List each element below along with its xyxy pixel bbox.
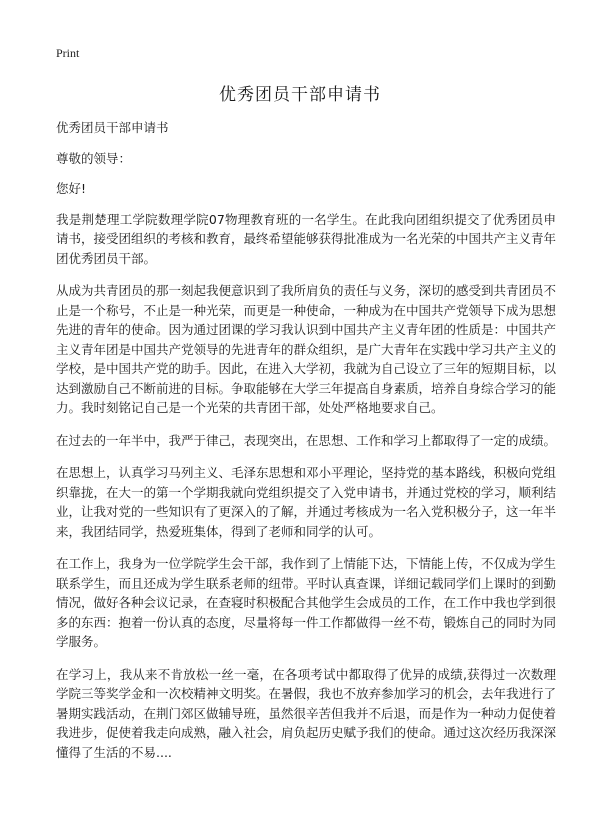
paragraph-introduction: 我是荆楚理工学院数理学院07物理教育班的一名学生。在此我向团组织提交了优秀团员申请书，接受团组织的考核和教育，最终希望能够获得批准成为一名光荣的中国共产主义青年团优秀团员干部。 [56, 211, 557, 266]
document-subtitle: 优秀团员干部申请书 [56, 120, 169, 135]
document-title: 优秀团员干部申请书 [219, 85, 381, 105]
paragraph-thought: 在思想上，认真学习马列主义、毛泽东思想和邓小平理论，坚持党的基本路线，积极向党组织靠拢，在大一的第一个学期我就向党组织提交了入党申请书，并通过党校的学习，顺利结业，让我对党的一些知识有了更深入的了解，并通过考核成为一名入党积极分子，这一年半来，我团结同学，热爱班集体，得到了老师和同学的认可。 [56, 465, 557, 539]
paragraph-work: 在工作上，我身为一位学院学生会干部，我作到了上情能下达，下情能上传，不仅成为学生联系学生，而且还成为学生联系老师的纽带。平时认真查课，详细记载同学们上课时的到勤情况，做好各种会议记录，在查寝时积极配合其他学生会成员的工作，在工作中我也学到很多的东西：抱着一份认真的态度，尽量将每一件工作都做得一丝不苟，锻炼自己的同时为同学服务。 [56, 556, 557, 649]
print-link[interactable]: Print [56, 46, 80, 60]
paragraph-responsibility: 从成为共青团员的那一刻起我便意识到了我所肩负的责任与义务，深切的感受到共青团员不止是一个称号，不止是一种光荣，而更是一种使命，一种成为在中国共产党领导下成为思想先进的青年的使命。因为通过团课的学习我认识到中国共产主义青年团的性质是：中国共产主义青年团是中国共产党领导的先进青年的群众组织，是广大青年在实践中学习共产主义的学校，是中国共产党的助手。因此，在进入大学初，我就为自己设立了三年的短期目标，以达到激励自己不断前进的目标。争取能够在大学三年提高自身素质，培养自身综合学习的能力。我时刻铭记自己是一个光荣的共青团干部，处处严格地要求自己。 [56, 283, 557, 415]
paragraph-summary: 在过去的一年半中，我严于律己，表现突出，在思想、工作和学习上都取得了一定的成绩。 [56, 432, 557, 448]
salutation: 尊敬的领导： [56, 150, 132, 166]
greeting: 您好! [56, 181, 87, 196]
paragraph-study: 在学习上，我从来不肯放松一丝一毫，在各项考试中都取得了优异的成绩,获得过一次数理学院三等奖学金和一次校精神文明奖。在暑假，我也不放弃参加学习的机会，去年我进行了暑期实践活动，在荆门郊区做辅导班，虽然很辛苦但我并不后退，而是作为一种动力促使着我进步，促使着我走向成熟，融入社会，肩负起历史赋予我们的使命。通过这次经历我深深懂得了生活的不易.... [56, 666, 557, 760]
document-body [56, 118, 556, 775]
